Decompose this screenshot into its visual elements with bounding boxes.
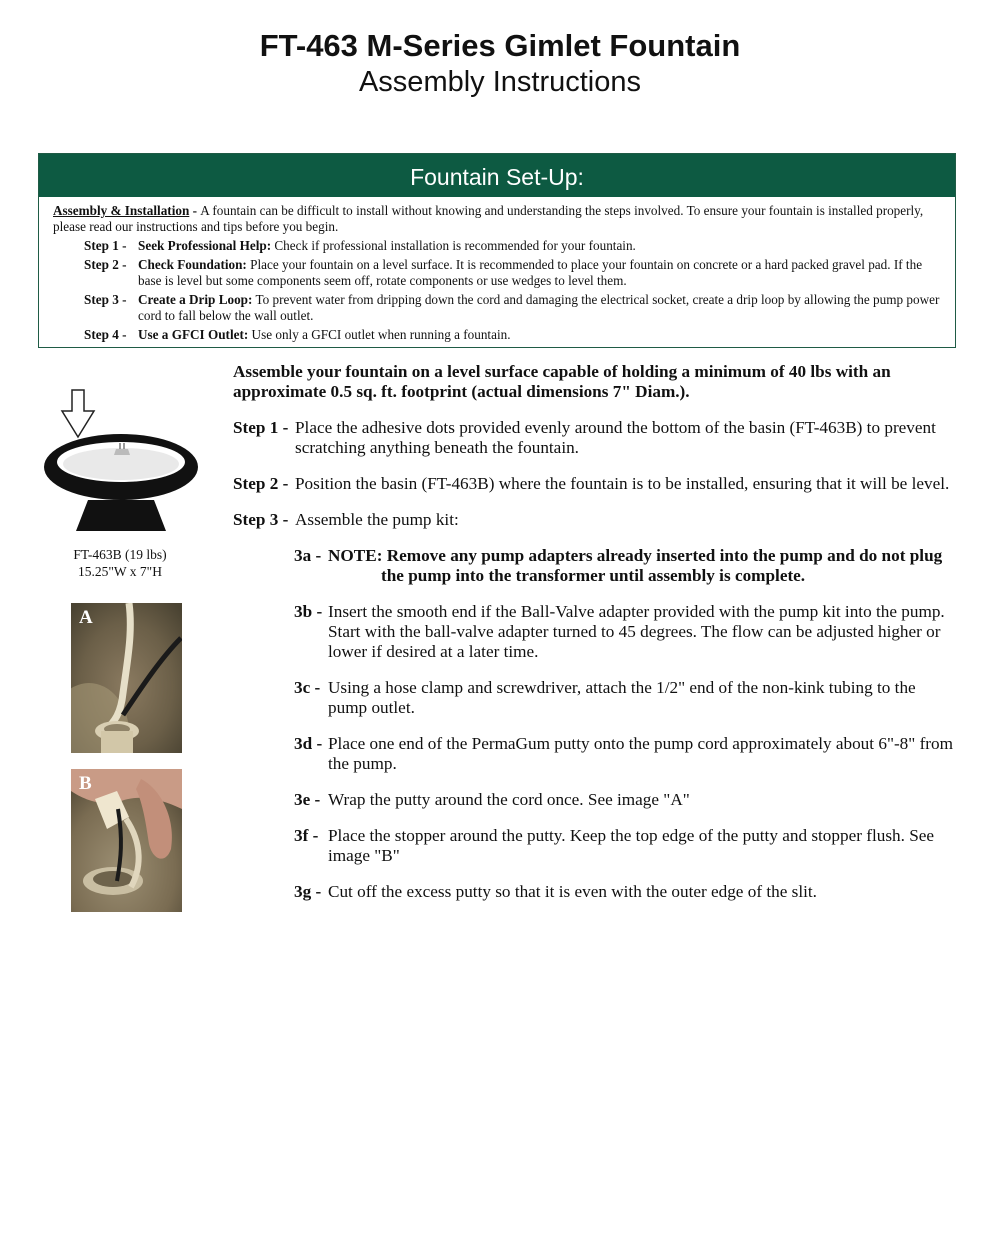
sub-step-number: 3e - <box>294 790 321 809</box>
sub-step-number: 3c - <box>294 678 321 697</box>
setup-step-title: Use a GFCI Outlet: <box>138 327 249 342</box>
step-text: Position the basin (FT-463B) where the fountain is to be installed, ensuring that it will be level. <box>295 474 950 493</box>
sub-step-number: 3b - <box>294 602 323 621</box>
sub-step-text: Place the stopper around the putty. Keep the top edge of the putty and stopper flush. See image "B" <box>328 826 935 865</box>
sub-step-3b <box>294 602 958 662</box>
step-1 <box>233 418 958 458</box>
setup-step-4 <box>53 327 941 343</box>
note-text-line1: NOTE: Remove any pump adapters already inserted into the pump and do not plug <box>328 546 943 565</box>
step-3 <box>233 510 958 530</box>
photo-b <box>71 769 182 912</box>
photo-b-label: B <box>79 773 92 794</box>
sub-step-text: Place one end of the PermaGum putty onto the pump cord approximately about 6"-8" from the pump. <box>328 734 953 773</box>
setup-intro <box>53 203 941 235</box>
basin-caption <box>40 546 200 580</box>
step-number: Step 1 - <box>233 418 289 437</box>
photo-a <box>71 603 182 753</box>
sub-step-3g <box>294 882 958 902</box>
setup-step-title: Check Foundation: <box>138 257 247 272</box>
setup-step-number: Step 4 - <box>84 327 127 342</box>
setup-intro-label: Assembly & Installation <box>53 203 190 218</box>
down-arrow-icon <box>62 390 94 437</box>
sub-step-number: 3d - <box>294 734 323 753</box>
setup-intro-text: A fountain can be difficult to install without knowing and understanding the steps involved. To ensure your fountain is installed properly, please read our instructions and tips before you begin. <box>53 203 924 234</box>
step-text: Place the adhesive dots provided evenly around the bottom of the basin (FT-463B) to prevent scratching anything beneath the fountain. <box>295 418 936 457</box>
sub-step-text: Insert the smooth end if the Ball-Valve adapter provided with the pump kit into the pump. Start with the ball-valve adapter turned to 45 degrees. The flow can be adjusted higher or lower if desired at a later time. <box>328 602 945 661</box>
setup-step-2 <box>53 257 941 289</box>
sub-step-3d <box>294 734 958 774</box>
document-subtitle: Assembly Instructions <box>358 66 642 98</box>
setup-step-text: Place your fountain on a level surface. It is recommended to place your fountain on concrete or a hard packed gravel pad. If the base is level but some components seem off, rotate components or use wedges to level them. <box>138 257 923 288</box>
document-title: FT-463 M-Series Gimlet Fountain <box>259 28 741 63</box>
setup-intro-separator: - <box>189 203 201 218</box>
setup-step-title: Seek Professional Help: <box>138 238 272 253</box>
fountain-setup-box <box>38 153 956 348</box>
assembly-instructions <box>233 362 958 918</box>
sub-step-number: 3a - <box>294 546 322 565</box>
sub-step-number: 3g - <box>294 882 322 901</box>
setup-body <box>39 197 955 343</box>
photo-a-label: A <box>79 607 93 628</box>
basin-illustration <box>36 385 206 535</box>
sub-step-3c <box>294 678 958 718</box>
setup-step-3 <box>53 292 941 324</box>
lead-paragraph: Assemble your fountain on a level surface capable of holding a minimum of 40 lbs with an approximate 0.5 sq. ft. footprint (actual dimensions 7" Diam.). <box>233 362 891 401</box>
setup-step-1 <box>53 238 941 254</box>
sub-step-number: 3f - <box>294 826 319 845</box>
setup-step-text: Check if professional installation is recommended for your fountain. <box>271 238 636 253</box>
setup-step-title: Create a Drip Loop: <box>138 292 253 307</box>
step-2 <box>233 474 958 494</box>
setup-step-number: Step 1 - <box>84 238 127 253</box>
sub-step-text: Cut off the excess putty so that it is even with the outer edge of the slit. <box>328 882 817 901</box>
sub-step-text: Using a hose clamp and screwdriver, attach the 1/2" end of the non-kink tubing to the pump outlet. <box>328 678 916 717</box>
setup-heading: Fountain Set-Up: <box>39 154 955 197</box>
setup-step-number: Step 3 - <box>84 292 127 307</box>
step-text: Assemble the pump kit: <box>295 510 459 529</box>
note-text-line2: the pump into the transformer until assembly is complete. <box>381 566 806 585</box>
basin-caption-model: FT-463B (19 lbs) <box>73 547 167 562</box>
setup-step-number: Step 2 - <box>84 257 127 272</box>
sub-step-3a <box>294 546 958 586</box>
setup-step-text: Use only a GFCI outlet when running a fountain. <box>248 327 511 342</box>
sub-step-3f <box>294 826 958 866</box>
setup-step-text: To prevent water from dripping down the cord and damaging the electrical socket, create a drip loop by allowing the pump power cord to fall below the wall outlet. <box>138 292 940 323</box>
step-number: Step 2 - <box>233 474 289 493</box>
step-number: Step 3 - <box>233 510 289 529</box>
sub-step-text: Wrap the putty around the cord once. See image "A" <box>328 790 690 809</box>
sub-step-3e <box>294 790 958 810</box>
basin-caption-dimensions: 15.25"W x 7"H <box>78 564 162 579</box>
